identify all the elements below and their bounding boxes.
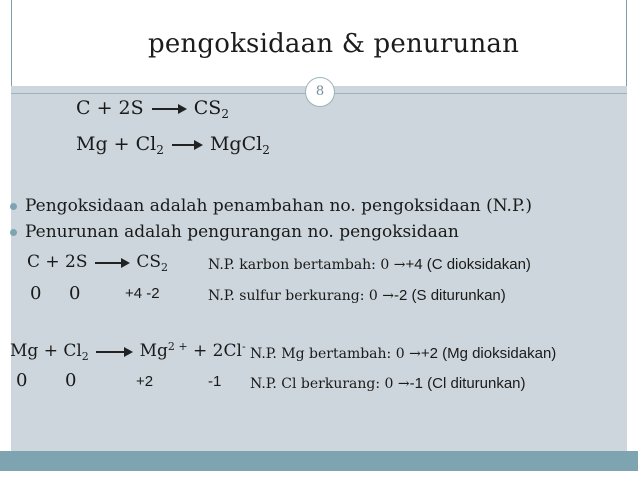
arrow-icon [93, 256, 131, 270]
equation-1-product: CS [193, 97, 222, 119]
reaction-2-product-1: Mg [139, 341, 168, 361]
note-text: -2 (S diturunkan) [394, 287, 506, 304]
reaction-2-equation [10, 341, 246, 361]
reaction-1-note-2 [208, 285, 506, 304]
slide-title: pengoksidaan & penurunan [148, 29, 520, 59]
note-text: +4 (C dioksidakan) [405, 256, 531, 273]
equation-2-product: MgCl [209, 133, 263, 155]
subscript: 2 [161, 261, 168, 274]
bullet-text: Pengoksidaan adalah penambahan no. pengoksidaan (N.P.) [25, 196, 532, 216]
reaction-1-ox-right: +4 -2 [125, 285, 160, 302]
note-text: N.P. Mg bertambah: 0 → [250, 346, 421, 362]
arrow-icon [170, 138, 204, 152]
equation-1 [76, 97, 229, 119]
note-text: N.P. karbon bertambah: 0 → [208, 257, 406, 273]
equation-2 [76, 133, 270, 155]
note-text: -1 (Cl diturunkan) [409, 375, 526, 392]
reaction-1-left: C + 2S [27, 252, 88, 272]
reaction-1-note-1 [208, 254, 531, 273]
bullet-item-1 [10, 196, 532, 216]
reaction-2-ox-right: -1 [208, 373, 222, 390]
equation-2-left: Mg + Cl [76, 133, 157, 155]
reaction-1-ox-left-2: 0 [69, 283, 81, 304]
footer-band [0, 451, 638, 471]
reaction-1-equation [27, 252, 168, 272]
reaction-2-ox-mid: +2 [136, 373, 154, 390]
arrow-icon [94, 345, 134, 359]
subscript: 2 [156, 143, 164, 157]
subscript: 2 [81, 350, 89, 363]
bullet-item-2 [10, 222, 459, 242]
note-text: +2 (Mg dioksidakan) [420, 345, 557, 362]
superscript: - [241, 340, 246, 353]
reaction-2-note-1 [250, 343, 556, 362]
subscript: 2 [262, 143, 270, 157]
reaction-2-left: Mg + Cl [10, 341, 82, 361]
reaction-2-note-2 [250, 373, 526, 392]
bullet-text: Penurunan adalah pengurangan no. pengoksidaan [25, 222, 459, 242]
reaction-1-product: CS [136, 252, 161, 272]
reaction-2-ox-left-1: 0 [16, 370, 28, 391]
superscript: 2 + [167, 340, 188, 353]
equation-1-left: C + 2S [76, 97, 144, 119]
reaction-2-ox-left-2: 0 [65, 370, 77, 391]
arrow-icon [150, 102, 188, 116]
subscript: 2 [221, 107, 229, 121]
bullet-icon [10, 229, 17, 236]
bullet-icon [10, 203, 17, 210]
page-number: 8 [305, 77, 335, 107]
reaction-2-product-2: + 2Cl [193, 341, 242, 361]
note-text: N.P. sulfur berkurang: 0 → [208, 288, 395, 304]
note-text: N.P. Cl berkurang: 0 → [250, 376, 410, 392]
reaction-1-ox-left-1: 0 [30, 283, 42, 304]
